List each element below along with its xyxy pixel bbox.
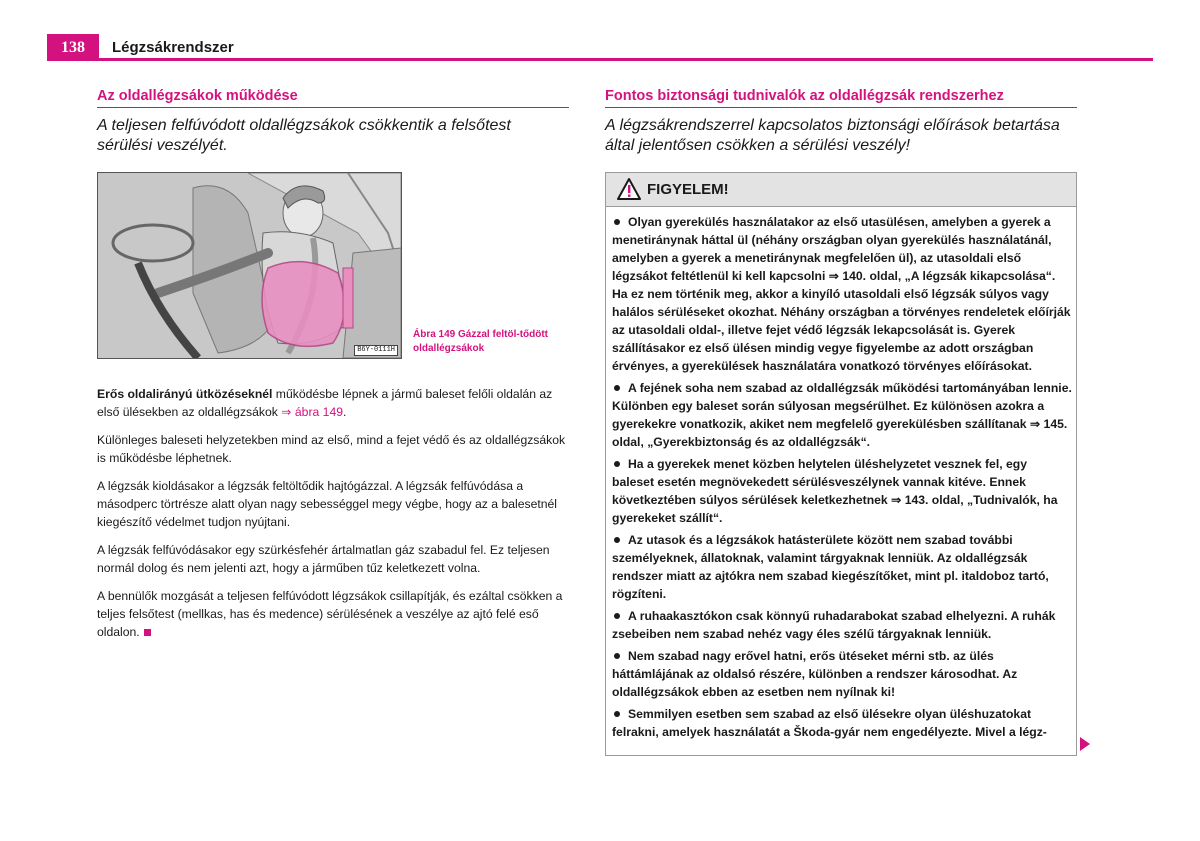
figure-reference-link[interactable]: ⇒ ábra 149: [281, 405, 344, 419]
paragraph-text: működésbe lépnek a jármű baleset felőli oldalán az első ülésekben az oldallégzsákok: [97, 387, 553, 419]
warning-item: [612, 213, 1072, 375]
header-rule: [47, 58, 1153, 61]
bullet-icon: [614, 385, 620, 391]
airbag-figure: [97, 172, 402, 359]
chapter-title: Légzsákrendszer: [112, 39, 234, 56]
bullet-icon: [614, 653, 620, 659]
left-body: [97, 385, 569, 651]
right-section-title: Fontos biztonsági tudnivalók az oldallégzsák rendszerhez: [605, 88, 1004, 104]
paragraph-4: A légzsák felfúvódásakor egy szürkésfehér ártalmatlan gáz szabadul fel. Ez teljesen normál dolog és nem jelenti azt, hogy a járműben tűz keletkezett volna.: [97, 543, 550, 575]
warning-item-text: Semmilyen esetben sem szabad az első ülésekre olyan üléshuzatokat felrakni, amelyek használatát a Škoda-gyár nem engedélyezte. Mivel a légz-: [612, 707, 1047, 739]
warning-item: [612, 607, 1072, 643]
warning-title: FIGYELEM!: [647, 181, 729, 198]
left-section-rule: [97, 107, 569, 108]
bullet-icon: [614, 537, 620, 543]
bold-term: Erős oldalirányú ütközéseknél: [97, 387, 273, 401]
bullet-icon: [614, 461, 620, 467]
warning-item-text: Olyan gyerekülés használatakor az első utasülésen, amelyben a gyerek a menetiránynak háttal ül (néhány országban olyan gyerekülés használatánál, amelyben a gyerek a menetiránynak megfelelően ül), az utasoldali első légzsákot feltétlenül ki kell kapcsolni ⇒ 140. oldal, „A légzsák kikapcsolása“. Ha ez nem történik meg, akkor a kinyíló utasoldali első légzsák súlyos vagy halálos sérüléseket okozhat. Néhány országban a törvényes rendeletek előírják az utasoldali oldal-, illetve fejet védő légzsák lekapcsolását is. Gyerek szállításakor ez első ülésen mindig vegye figyelembe az adott országban érvényes, a gyerekülések használatára vonatkozó törvényes előírásokat.: [612, 215, 1071, 373]
section-end-mark: [144, 629, 151, 636]
paragraph-text: A bennülők mozgását a teljesen felfúvódott légzsákok csillapítják, és ezáltal csökken a teljes felsőtest (mellkas, has és medence) sérülésének a veszélye az ajtó felé eső oldalon.: [97, 589, 563, 639]
paragraph-5: [97, 587, 569, 641]
warning-item: [612, 455, 1072, 527]
warning-item: [612, 705, 1072, 741]
airbag-illustration: [98, 173, 401, 358]
warning-header: [606, 173, 1076, 207]
paragraph-tail: .: [343, 405, 347, 419]
bullet-icon: [614, 711, 620, 717]
warning-item-text: Nem szabad nagy erővel hatni, erős ütéseket mérni stb. az ülés háttámlájának az oldalsó részére, különben a rendszer károsodhat. Az oldallégzsákok ebben az esetben nem nyílnak ki!: [612, 649, 1018, 699]
bullet-icon: [614, 613, 620, 619]
figure-code: B6Y-0111H: [354, 345, 398, 356]
paragraph-2: Különleges baleseti helyzetekben mind az első, mind a fejet védő és az oldallégzsákok is működésbe léphetnek.: [97, 433, 566, 465]
warning-item: [612, 379, 1072, 451]
warning-triangle-icon: [616, 177, 642, 201]
paragraph-3: A légzsák kioldásakor a légzsák feltöltődik hajtógázzal. A légzsák felfúvódása a másodperc törtrésze alatt olyan nagy sebességgel megy végbe, hogy az a balesetnél kiegészítő védelmet tudjon nyújtani.: [97, 479, 558, 529]
continue-arrow-icon[interactable]: [1080, 737, 1090, 751]
right-section-rule: [605, 107, 1077, 108]
right-lead-text: A légzsákrendszerrel kapcsolatos biztonsági előírások betartása által jelentősen csökken a sérülési veszély!: [605, 117, 1060, 154]
left-lead-text: A teljesen felfúvódott oldallégzsákok csökkentik a felsőtest sérülési veszélyét.: [97, 117, 511, 154]
warning-item-text: Az utasok és a légzsákok hatásterülete között nem szabad további személyeknek, állatoknak, valamint tárgyaknak lenniük. Az oldallégzsák rendszer miatt az ajtókra nem szabad kiegészítőket, mint pl. italdoboz tartó, rögzíteni.: [612, 533, 1049, 601]
bullet-icon: [614, 219, 620, 225]
warning-list: [612, 213, 1072, 745]
figure-caption: Ábra 149 Gázzal feltöl-tődött oldallégzsákok: [413, 329, 549, 354]
page-number: 138: [61, 39, 85, 56]
left-section-title: Az oldallégzsákok működése: [97, 88, 298, 104]
warning-item: [612, 647, 1072, 701]
paragraph-1: [97, 385, 569, 421]
warning-box: [605, 172, 1077, 756]
warning-item: [612, 531, 1072, 603]
warning-item-text: A ruhaakasztókon csak könnyű ruhadarabokat szabad elhelyezni. A ruhák zsebeiben nem szabad nehéz vagy éles szélű tárgyaknak lenniük.: [612, 609, 1056, 641]
warning-item-text: Ha a gyerekek menet közben helytelen üléshelyzetet vesznek fel, egy baleset esetén megnövekedett sérülésveszélynek vannak kitéve. Ennek következtében súlyos sérülések keletkezhetnek ⇒ 143. oldal, „Tudnivalók, ha gyerekeket szállít“.: [612, 457, 1058, 525]
warning-item-text: A fejének soha nem szabad az oldallégzsák működési tartományában lennie. Különben egy baleset során súlyosan megsérülhet. Ez különösen azokra a gyerekekre vonatkozik, akiket nem megfelelő gyerekülésben szállítanak ⇒ 145. oldal, „Gyerekbiztonság és az oldallégzsák“.: [612, 381, 1072, 449]
